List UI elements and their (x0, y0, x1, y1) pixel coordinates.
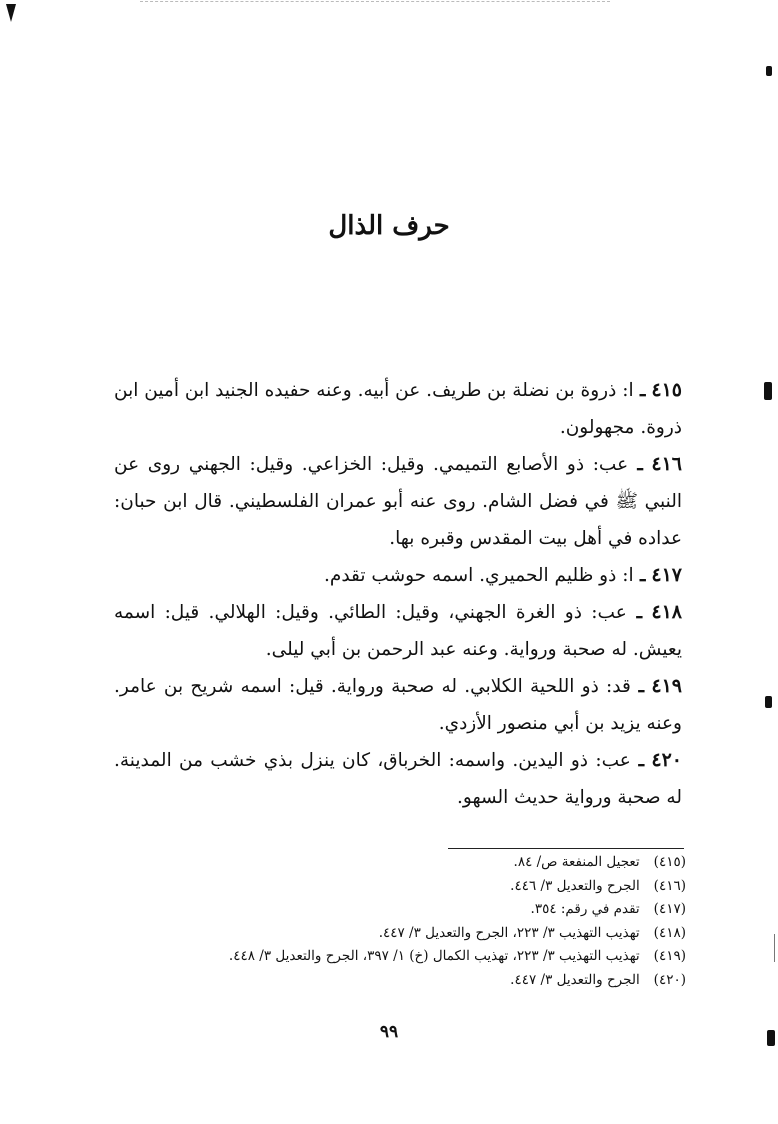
entry-text: عب: ذو الغرة الجهني، وقيل: الطائي. وقيل: الهلالي. قيل: اسمه يعيش. له صحبة ورواية. وعنه عبد الرحمن بن أبي ليلى. (114, 602, 682, 660)
entry-item (114, 742, 682, 816)
entry-dash: ـ (630, 750, 645, 771)
entries-list (114, 372, 682, 816)
entry-number: ٤١٥ (651, 379, 682, 401)
entry-number: ٤١٧ (651, 564, 682, 586)
footnote-text: تقدم في رقم: ٣٥٤. (530, 901, 640, 917)
entry-item (114, 594, 682, 668)
footnote-item (120, 969, 686, 993)
footnote-item (120, 851, 686, 875)
footnote-text: تعجيل المنفعة ص/ ٨٤. (513, 854, 640, 870)
entry-text: ا: ذروة بن نضلة بن طريف. عن أبيه. وعنه حفيده الجنيد ابن أمين ابن ذروة. مجهولون. (114, 380, 682, 438)
entry-item (114, 372, 682, 446)
footnote-number: (٤١٩) (653, 948, 686, 964)
entry-text: عب: ذو اليدين. واسمه: الخرباق، كان ينزل بذي خشب من المدينة. له صحبة ورواية حديث السهو. (114, 750, 682, 808)
entry-item (114, 668, 682, 742)
footnote-item (120, 898, 686, 922)
entry-number: ٤١٩ (651, 675, 682, 697)
footnote-text: تهذيب التهذيب ٣/ ٢٢٣، تهذيب الكمال (خ) ١/ ٣٩٧، الجرح والتعديل ٣/ ٤٤٨. (228, 948, 640, 964)
entry-number: ٤١٦ (651, 453, 682, 475)
footnote-number: (٤١٥) (653, 854, 686, 870)
page-title: حرف الذال (328, 211, 450, 241)
footnotes-list (120, 851, 686, 992)
scan-mark (774, 934, 775, 962)
scan-mark (766, 66, 772, 76)
footnote-text: الجرح والتعديل ٣/ ٤٤٧. (510, 971, 640, 988)
footnote-item (120, 875, 686, 899)
footnote-number: (٤١٨) (653, 924, 686, 941)
entry-number: ٤١٨ (651, 601, 682, 623)
entry-dash: ـ (633, 565, 646, 586)
entry-text: قد: ذو اللحية الكلابي. له صحبة ورواية. قيل: اسمه شريح بن عامر. وعنه يزيد بن أبي منصور الأزدي. (114, 676, 682, 734)
footnote-text: تهذيب التهذيب ٣/ ٢٢٣، الجرح والتعديل ٣/ ٤٤٧. (378, 924, 640, 941)
footnote-number: (٤١٦) (653, 877, 686, 894)
footnote-number: (٤١٧) (653, 901, 686, 917)
top-scan-rule (140, 1, 610, 2)
scan-corner-mark (6, 4, 16, 22)
page-number: ٩٩ (379, 1022, 399, 1042)
scan-mark (765, 696, 772, 708)
footnote-separator (448, 848, 684, 849)
entry-item (114, 557, 682, 594)
footnote-number: (٤٢٠) (653, 971, 686, 988)
entry-dash: ـ (628, 454, 643, 475)
footnote-item (120, 922, 686, 946)
footnote-item (120, 945, 686, 969)
entry-dash: ـ (626, 602, 643, 623)
footnote-text: الجرح والتعديل ٣/ ٤٤٦. (510, 877, 640, 894)
entry-item (114, 446, 682, 557)
entry-dash: ـ (633, 380, 646, 401)
entry-text: ا: ذو ظليم الحميري. اسمه حوشب تقدم. (324, 565, 634, 586)
scan-mark (764, 382, 772, 400)
entry-text: عب: ذو الأصابع التميمي. وقيل: الخزاعي. وقيل: الجهني روى عن النبي ﷺ في فضل الشام. روى عنه أبو عمران الفلسطيني. قال ابن حبان: عداده في أهل بيت المقدس وقبره بها. (114, 454, 682, 549)
entry-number: ٤٢٠ (651, 749, 682, 771)
entry-dash: ـ (630, 676, 645, 697)
